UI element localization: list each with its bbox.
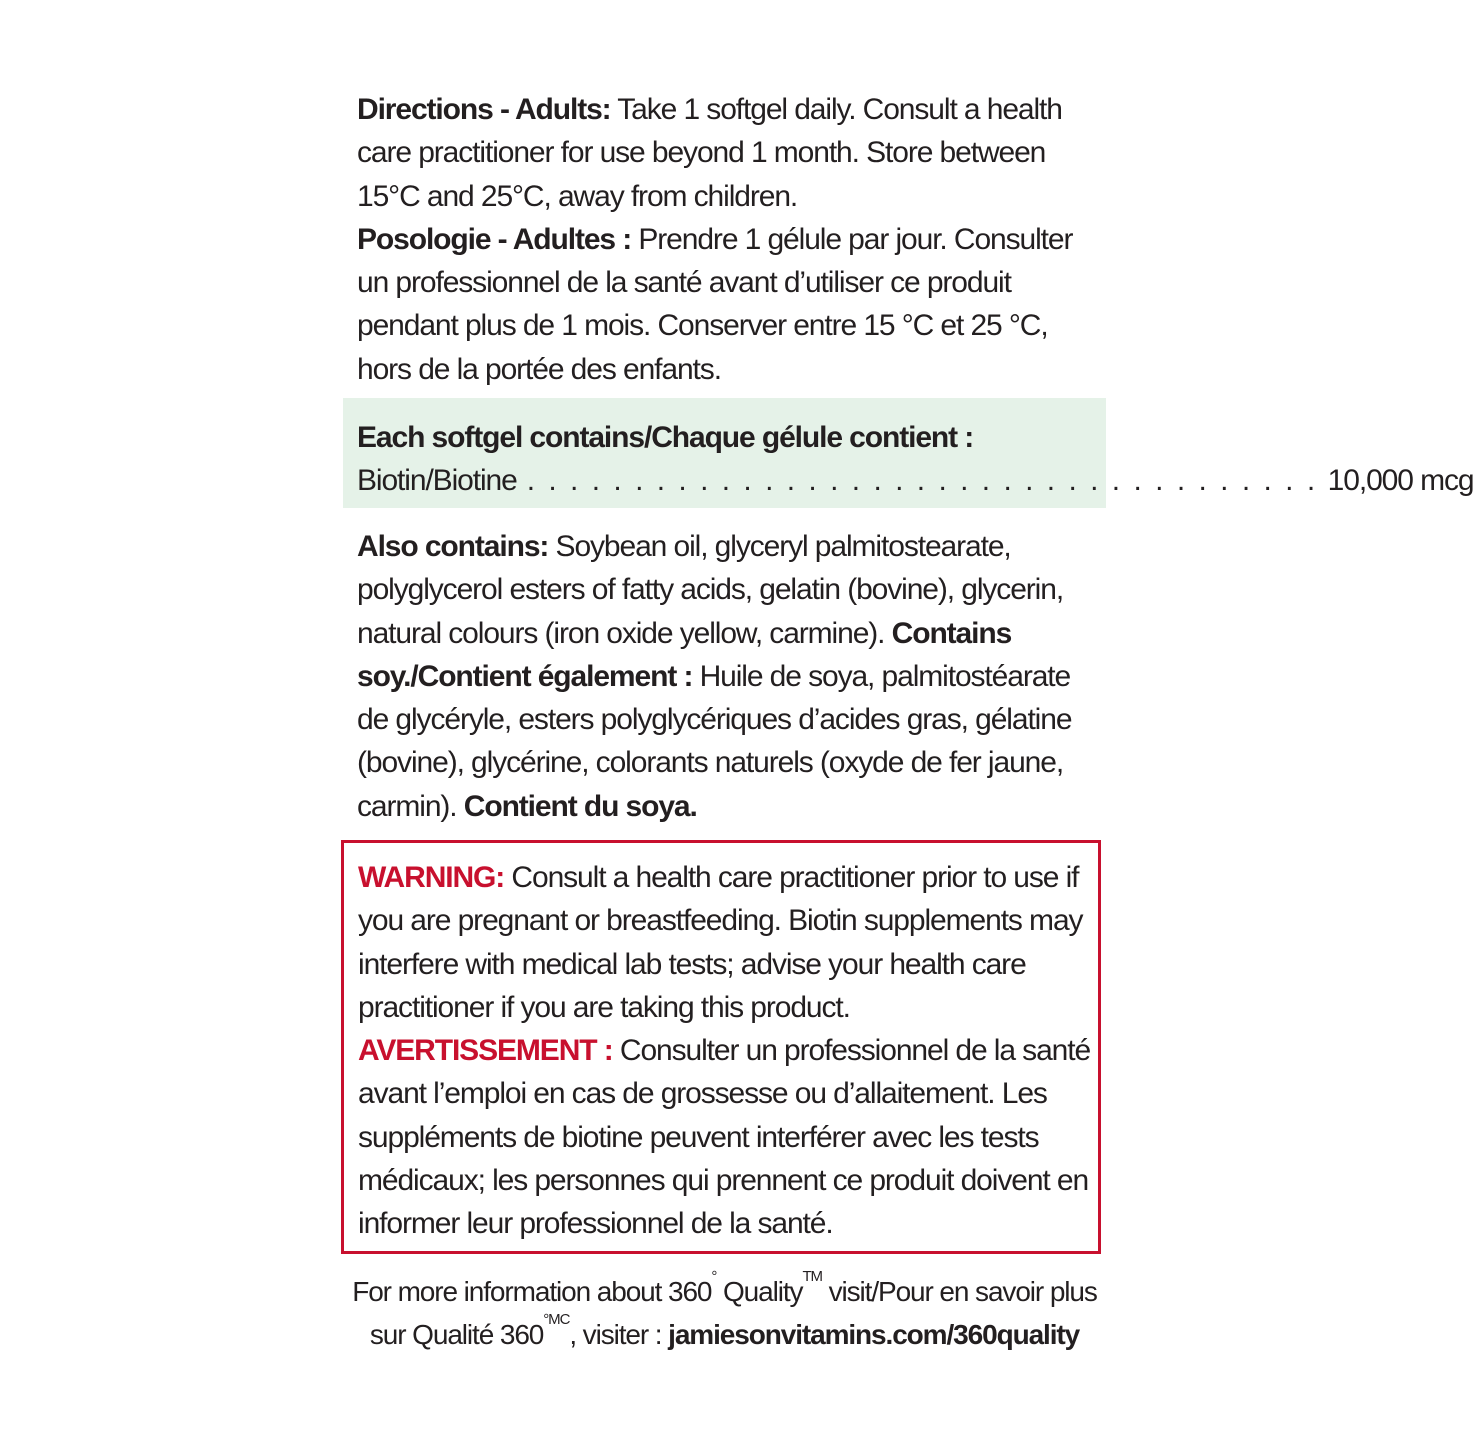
- also-contains-en-text: Soybean oil, glyceryl palmitostearate, polyglycerol esters of fatty acids, gelatin (bovine), glycerin, natural colours (iron oxide yellow, carmine).: [357, 530, 1064, 650]
- ingredients-panel: [343, 398, 1473, 508]
- allergen-en: Contains soy.: [357, 616, 1012, 693]
- directions-section: [357, 88, 1093, 391]
- directions-en: [357, 88, 1093, 218]
- allergen-fr: Contient du soya.: [463, 789, 697, 823]
- footer-degree-mark: °: [711, 1268, 717, 1285]
- directions-en-text: Take 1 softgel daily. Consult a health care practitioner for use beyond 1 month. Store between 15°C and 25°C, away from children.: [357, 93, 1062, 213]
- footer-text-4: , visiter :: [569, 1319, 669, 1350]
- directions-fr: [357, 218, 1093, 391]
- directions-fr-label: Posologie - Adultes :: [357, 222, 632, 256]
- warning-content: [358, 856, 1094, 1246]
- footer-text-1: For more information about 360: [352, 1276, 712, 1307]
- ingredient-dot-leader: . . . . . . . . . . . . . . . . . . . . . . . . . . . . . . . . . . . . .: [526, 464, 1318, 498]
- ingredients-heading-text: Each softgel contains/Chaque gélule contient :: [357, 421, 974, 454]
- also-contains-section: [357, 525, 1097, 828]
- also-contains-text: [357, 525, 1097, 828]
- also-contains-en-label: Also contains:: [357, 530, 549, 563]
- warning-fr: [358, 1029, 1094, 1245]
- warning-fr-text: Consulter un professionnel de la santé avant l’emploi en cas de grossesse ou d’allaitement. Les suppléments de biotine peuvent interférer avec les tests médicaux; les personnes qui prennent ce produit doivent en informer leur professionnel de la santé.: [358, 1034, 1091, 1241]
- also-contains-fr-label: /Contient également :: [410, 659, 693, 693]
- ingredient-amount: 10,000 mcg: [1327, 464, 1473, 498]
- footer-text-2: Quality: [716, 1276, 803, 1307]
- ingredient-row: [357, 459, 1473, 502]
- warning-en: [358, 856, 1094, 1029]
- warning-en-text: Consult a health care practitioner prior to use if you are pregnant or breastfeeding. Biotin supplements may interfere with medical lab tests; advise your health care practitioner if you are taking this product.: [358, 861, 1083, 1024]
- footer-mc-mark: °MC: [543, 1311, 570, 1328]
- directions-fr-text: Prendre 1 gélule par jour. Consulter un professionnel de la santé avant d’utiliser ce produit pendant plus de 1 mois. Conserver entre 15 °C et 25 °C, hors de la portée des enfants.: [357, 222, 1073, 386]
- directions-en-label: Directions - Adults:: [357, 93, 611, 126]
- footer-quality-info: [343, 1270, 1106, 1356]
- ingredients-heading: [357, 416, 1093, 459]
- warning-fr-label: AVERTISSEMENT :: [358, 1034, 613, 1068]
- warning-en-label: WARNING:: [358, 861, 505, 894]
- warning-panel: [341, 840, 1101, 1254]
- footer-text-3: visit/Pour en savoir plus sur Qualité 360: [369, 1276, 1097, 1350]
- ingredients-content: [357, 416, 1473, 503]
- footer-url: jamiesonvitamins.com/360quality: [668, 1319, 1080, 1350]
- also-contains-fr-text: Huile de soya, palmitostéarate de glycéryle, esters polyglycériques d’acides gras, gélatine (bovine), glycérine, colorants naturels (oxyde de fer jaune, carmin).: [357, 659, 1072, 823]
- footer-trademark: TM: [802, 1268, 822, 1285]
- ingredient-name: Biotin/Biotine: [357, 464, 517, 498]
